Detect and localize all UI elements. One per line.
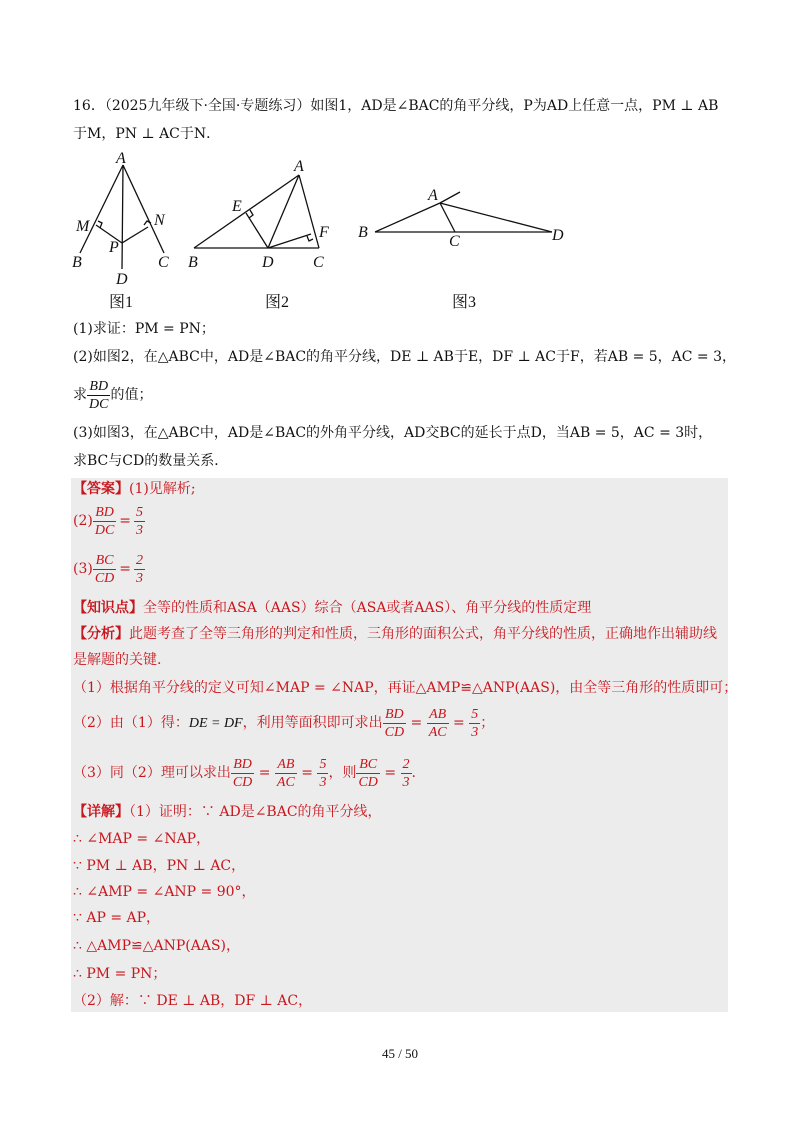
- fraction-bd-dc: $\frac{BD}{DC}$: [89, 378, 109, 412]
- analysis-step-1: （1）根据角平分线的定义可知∠MAP = ∠NAP，再证△AMP≌△ANP(AAS)，由全等三角形的性质即可；: [73, 680, 738, 696]
- detail-line-6: ∴ △AMP≌△ANP(AAS)，: [73, 938, 241, 954]
- analysis-line-1: 【分析】此题考查了全等三角形的判定和性质，三角形的面积公式，角平分线的性质，正确地作出辅助线: [73, 626, 717, 642]
- detail-line-7: ∴ PM = PN；: [73, 966, 167, 982]
- fig3-line-ac: [440, 203, 455, 232]
- page-number: 45 / 50: [381, 1046, 419, 1061]
- answer-2-fraction: $\frac{BD}{DC}$: [94, 504, 115, 538]
- fig2-right-angle-f: [307, 236, 313, 241]
- fig1-line-pn: [122, 227, 148, 243]
- knowledge-point: [73, 598, 591, 618]
- problem-line-1: 16．（2025九年级下·全国·专题练习）如图1，AD是∠BAC的角平分线，P为AD上任意一点，PM ⊥ AB: [73, 98, 719, 114]
- fig1-label-n: N: [154, 212, 165, 229]
- figures: [60, 145, 620, 315]
- knowledge-text: 全等的性质和ASA（AAS）综合（ASA或者AAS）、角平分线的性质定理: [143, 600, 592, 616]
- question-part-2-tail: 的值；: [110, 387, 153, 403]
- fig3-label-c: C: [449, 233, 460, 250]
- answer-part-1: (1)见解析;: [129, 481, 196, 497]
- answer-3-fraction: $\frac{BC}{CD}$: [94, 552, 115, 586]
- figure-2: [194, 175, 319, 248]
- fig3-line-ab-extension: [440, 192, 460, 203]
- answer-2-value: $\frac{5}{3}$: [136, 504, 144, 538]
- analysis-step-2: （2）由（1）得：DE = DF，利用等面积即可求出 $\frac{BD}{CD}$ = $\frac{AB}{AC}$ = $\frac{5}{3}$ ；: [73, 706, 495, 740]
- fig2-label-c: C: [313, 254, 324, 271]
- question-part-2-fraction-line: [73, 374, 152, 416]
- fig2-label-f: F: [319, 224, 329, 241]
- fig1-label-c: C: [158, 254, 169, 271]
- detail-label: 【详解】: [73, 804, 129, 820]
- fig1-caption: 图1: [109, 294, 134, 311]
- question-part-3-b: 求BC与CD的数量关系．: [73, 453, 229, 469]
- fig1-label-d: D: [116, 271, 128, 288]
- fig2-line-df: [268, 234, 311, 248]
- fig3-label-d: D: [552, 227, 564, 244]
- detail-line-1: 【详解】（1）证明：∵ AD是∠BAC的角平分线，: [73, 804, 382, 820]
- detail-line-4: ∴ ∠AMP = ∠ANP = 90°，: [73, 884, 256, 900]
- problem-line-2: 于M，PN ⊥ AC于N．: [73, 126, 221, 142]
- fig3-label-b: B: [358, 224, 368, 241]
- answer-label: 【答案】: [73, 481, 129, 497]
- question-part-2: (2)如图2，在△ABC中，AD是∠BAC的角平分线，DE ⊥ AB于E，DF ⊥ AC于F，若AB = 5，AC = 3，: [73, 349, 737, 365]
- solution-panel: [71, 478, 728, 1012]
- answer-3-value: $\frac{2}{3}$: [136, 552, 144, 586]
- analysis-step-3: （3）同（2）理可以求出 $\frac{BD}{CD}$ = $\frac{AB}{AC}$ = $\frac{5}{3}$ ，则 $\frac{BC}{CD}$ = $\frac{2}{3}$ .: [73, 756, 416, 790]
- fig1-label-p: P: [109, 239, 119, 256]
- fig1-line-ad: [122, 165, 123, 269]
- question-part-1: (1)求证：PM = PN；: [73, 321, 215, 337]
- fig3-line-ad: [440, 203, 552, 232]
- fig1-label-b: B: [72, 254, 82, 271]
- fig1-label-m: M: [76, 218, 90, 235]
- detail-line-8: （2）解：∵ DE ⊥ AB，DF ⊥ AC，: [73, 993, 313, 1009]
- fig2-label-d: D: [262, 254, 274, 271]
- detail-line-5: ∵ AP = AP，: [73, 910, 161, 926]
- fig3-line-ab-extended: [375, 203, 440, 232]
- fig2-right-angle-e: [249, 210, 253, 218]
- knowledge-label: 【知识点】: [73, 600, 143, 616]
- answer-line-2: (2) $\frac{BD}{DC}$ = $\frac{5}{3}$: [73, 504, 144, 538]
- fig1-line-ac: [123, 165, 164, 253]
- fig2-label-e: E: [232, 198, 242, 215]
- question-part-2-ask: 求: [73, 387, 87, 403]
- detail-line-2: ∴ ∠MAP = ∠NAP，: [73, 831, 211, 847]
- fig3-caption: 图3: [452, 294, 477, 311]
- figure-3: [375, 192, 552, 232]
- fig2-label-a: A: [294, 158, 304, 175]
- answer-line-3: (3) $\frac{BC}{CD}$ = $\frac{2}{3}$: [73, 552, 144, 586]
- fig3-label-a: A: [428, 187, 438, 204]
- figure-1: [80, 165, 164, 269]
- fig2-label-b: B: [188, 254, 198, 271]
- analysis-line-2: 是解题的关键.: [73, 652, 162, 668]
- analysis-label: 【分析】: [73, 626, 129, 642]
- detail-line-3: ∵ PM ⊥ AB，PN ⊥ AC，: [73, 858, 246, 874]
- fig1-label-a: A: [116, 150, 126, 167]
- fig2-caption: 图2: [265, 294, 290, 311]
- question-part-3: (3)如图3，在△ABC中，AD是∠BAC的外角平分线，AD交BC的延长于点D，当AB = 5，AC = 3时，: [73, 425, 713, 441]
- answer-line-1: [73, 479, 196, 499]
